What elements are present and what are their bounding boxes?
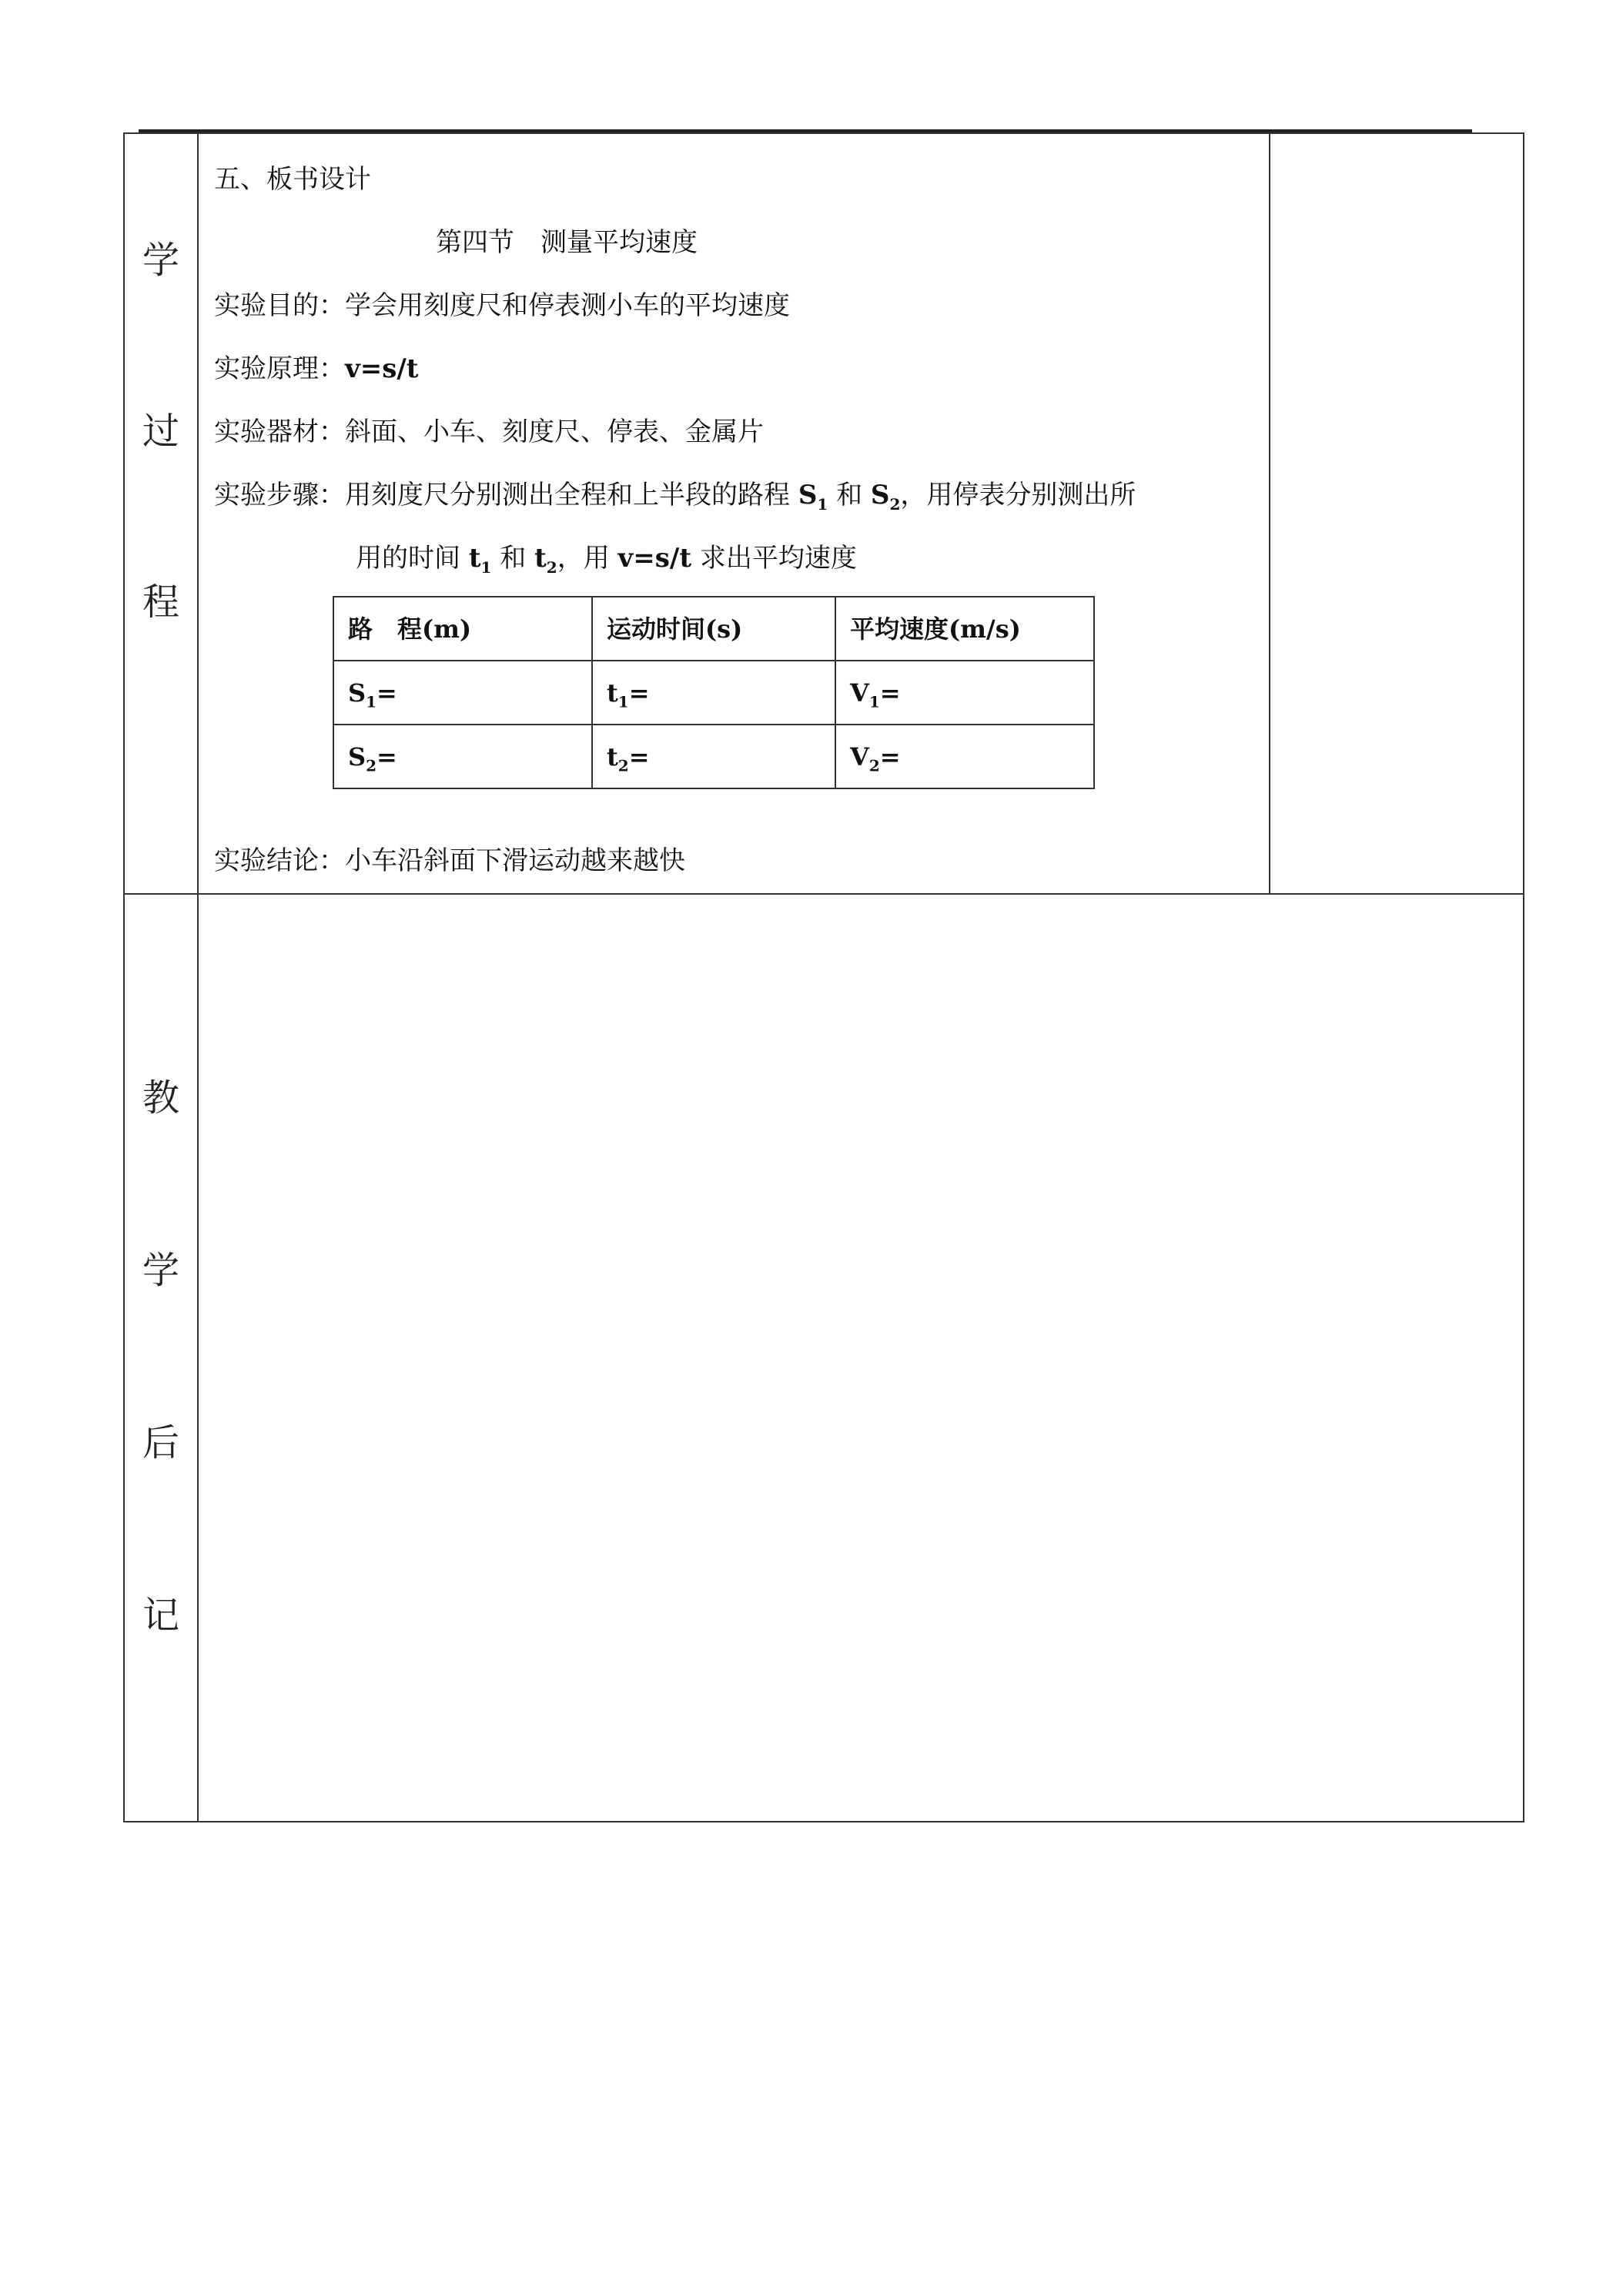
steps-line-2	[214, 527, 1269, 590]
header-cell-time: 运动时间(s)	[592, 597, 835, 661]
steps-text: 和	[828, 480, 871, 510]
board-design-content	[199, 134, 1269, 892]
steps-text: 用刻度尺分别测出全程和上半段的路程	[345, 480, 798, 510]
symbol-s2: $S_2$	[870, 480, 901, 514]
conclusion-label: 实验结论：	[214, 845, 345, 876]
equipment-line	[214, 400, 1269, 464]
conclusion-line	[214, 829, 1269, 892]
steps-formula: v=s/t	[617, 543, 692, 574]
lesson-plan-table	[123, 132, 1524, 1822]
principle-formula: v=s/t	[345, 353, 419, 384]
afterword-label-char: 学	[142, 1249, 179, 1292]
lesson-title: 第四节 测量平均速度	[436, 227, 698, 258]
equipment-text: 斜面、小车、刻度尺、停表、金属片	[345, 417, 764, 447]
cell-v2: $V_2=$	[835, 725, 1094, 788]
purpose-label: 实验目的：	[214, 290, 345, 321]
steps-text: 求出平均速度	[691, 543, 857, 574]
conclusion-text: 小车沿斜面下滑运动越来越快	[345, 845, 685, 876]
steps-text: 和	[491, 543, 535, 574]
cell-t1: $t_1=$	[592, 661, 835, 725]
header-cell-distance: 路 程(m)	[333, 597, 592, 661]
afterword-label-char: 后	[142, 1421, 179, 1464]
measurement-header-row	[333, 597, 1094, 661]
measurement-row	[333, 725, 1094, 788]
symbol-t1: $t_1$	[468, 543, 492, 577]
steps-text: ，用	[557, 543, 618, 574]
cell-s1: $S_1=$	[333, 661, 592, 725]
principle-line	[214, 337, 1269, 400]
steps-label: 实验步骤：	[214, 480, 345, 510]
process-label-char: 程	[142, 581, 179, 624]
principle-label: 实验原理：	[214, 353, 345, 384]
process-label-char: 学	[142, 239, 179, 282]
afterword-label-cell	[124, 894, 198, 1822]
afterword-label-char: 教	[142, 1076, 179, 1120]
cell-v1: $V_1=$	[835, 661, 1094, 725]
afterword-label-char: 记	[142, 1594, 179, 1637]
steps-text: 用的时间	[356, 543, 469, 574]
steps-line-1	[214, 464, 1269, 527]
measurement-row	[333, 661, 1094, 725]
notes-cell	[1270, 133, 1524, 894]
purpose-line	[214, 274, 1269, 337]
process-label-char: 过	[142, 410, 179, 453]
purpose-text: 学会用刻度尺和停表测小车的平均速度	[345, 290, 790, 321]
process-label-cell	[124, 133, 198, 894]
teaching-process-row	[124, 133, 1524, 894]
cell-s2: $S_2=$	[333, 725, 592, 788]
process-vertical-label	[125, 134, 197, 624]
teaching-afterword-row	[124, 894, 1524, 1822]
afterword-content-cell	[198, 894, 1524, 1822]
steps-text: ，用停表分别测出所	[900, 480, 1136, 510]
cell-t2: $t_2=$	[592, 725, 835, 788]
equipment-label: 实验器材：	[214, 417, 345, 447]
section-heading: 五、板书设计	[214, 164, 371, 195]
symbol-t2: $t_2$	[534, 543, 557, 577]
header-cell-speed: 平均速度(m/s)	[835, 597, 1094, 661]
board-design-cell	[198, 133, 1270, 894]
measurement-table	[333, 596, 1095, 789]
symbol-s1: $S_1$	[798, 480, 828, 514]
afterword-vertical-label	[125, 895, 197, 1637]
